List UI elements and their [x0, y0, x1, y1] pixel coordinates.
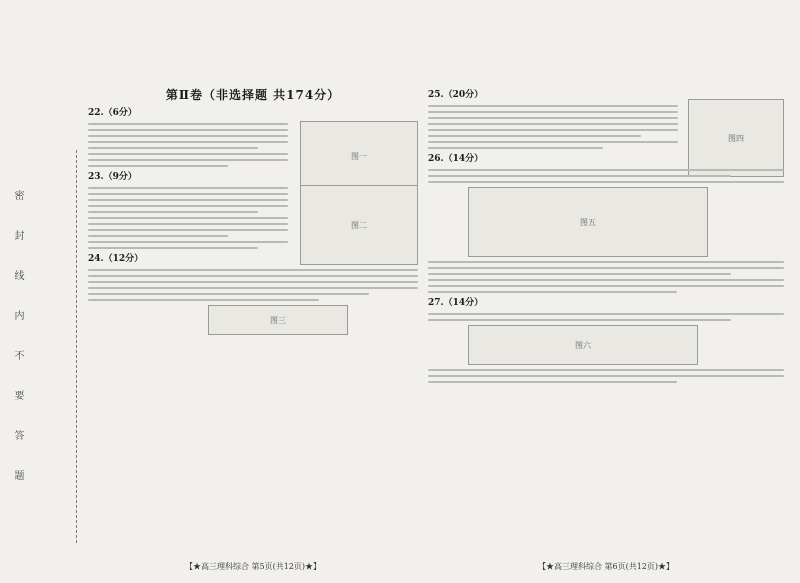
question-body: [428, 105, 678, 149]
page-right: [428, 86, 784, 571]
question-23: [88, 171, 418, 249]
question-heading: 25.（20分）: [428, 90, 484, 100]
track-figure: 图三: [208, 305, 348, 335]
binding-margin: [6, 150, 77, 543]
question-body: [88, 187, 288, 249]
binding-cue: 题: [12, 470, 23, 480]
binding-cue: 内: [12, 310, 23, 320]
question-body: [428, 313, 784, 321]
question-heading: 22.（6分）: [88, 108, 137, 118]
question-22: [88, 107, 418, 167]
page-left: [88, 86, 418, 571]
question-25: [428, 89, 784, 149]
page-footer: 【★高三理科综合 第6页(共12页)★】: [537, 562, 675, 571]
question-body: [428, 261, 784, 293]
circuit-figure: 图二: [300, 185, 418, 265]
question-body: [88, 269, 418, 301]
question-24: [88, 253, 418, 335]
question-body: [88, 123, 288, 167]
question-26: [428, 153, 784, 293]
apparatus-figure: 图一: [300, 121, 418, 191]
binding-cue: 答: [12, 430, 23, 440]
flowchart-figure: 图六: [468, 325, 698, 365]
question-heading: 24.（12分）: [88, 254, 144, 264]
binding-cue: 线: [12, 270, 23, 280]
page-footer: 【★高三理科综合 第5页(共12页)★】: [184, 562, 322, 571]
question-heading: 23.（9分）: [88, 172, 137, 182]
binding-cue: 不: [12, 350, 23, 360]
binding-cue: 封: [12, 230, 23, 240]
question-body: [428, 369, 784, 383]
apparatus-figure: 图五: [468, 187, 708, 257]
section-title: 第Ⅱ卷（非选择题 共174分）: [165, 88, 341, 102]
question-27: [428, 297, 784, 383]
binding-cue: 要: [12, 390, 23, 400]
field-figure: 图四: [688, 99, 784, 177]
binding-cue: 密: [12, 190, 23, 200]
question-body: [428, 169, 784, 183]
question-heading: 26.（14分）: [428, 154, 484, 164]
question-heading: 27.（14分）: [428, 298, 484, 308]
